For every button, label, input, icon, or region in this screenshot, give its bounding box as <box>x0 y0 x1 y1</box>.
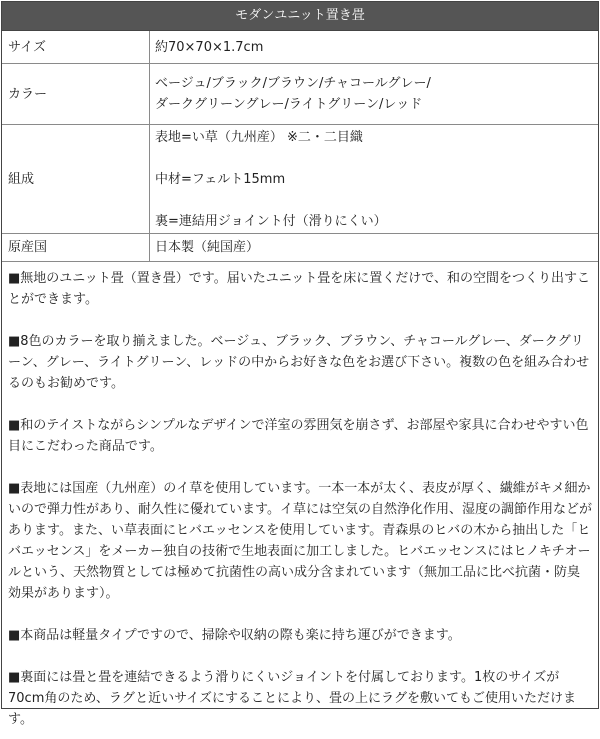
spec-row-color <box>2 64 598 125</box>
spec-row-composition <box>2 125 598 234</box>
composition-line: 裏=連結用ジョイント付（滑りにくい） <box>155 213 387 229</box>
spec-value: 日本製（純国産） <box>150 234 599 262</box>
spec-label: サイズ <box>2 31 150 64</box>
color-line: ベージュ/ブラック/ブラウン/チャコールグレー/ <box>155 76 431 91</box>
description-paragraph: ■本商品は軽量タイプですので、掃除や収納の際も楽に持ち運びができます。 <box>8 628 461 643</box>
description-paragraph: ■無地のユニット畳（置き畳）です。届いたユニット畳を床に置くだけで、和の空間をつくり出すことができます。 <box>8 271 590 307</box>
description-paragraph: ■表地には国産（九州産）のイ草を使用しています。一本一本が太く、表皮が厚く、繊維がキメ細かいので弾力性があり、耐久性に優れています。イ草には空気の自然浄化作用、湿度の調節作用などがあります。また、い草表面にヒバエッセンスを使用しています。青森県のヒバの木から抽出した「ヒバエッセンス」をメーカー独自の技術で生地表面に加工しました。ヒバエッセンスにはヒノキチオールという、天然物質としては極めて抗菌性の高い成分含まれています（無加工品に比べ抗菌・防臭効果があります）。 <box>8 481 592 601</box>
spec-label: 組成 <box>2 125 150 234</box>
product-info-panel <box>1 1 599 727</box>
panel-title: モダンユニット置き畳 <box>2 2 598 31</box>
color-line: ダークグリーングレー/ライトグリーン/レッド <box>155 97 423 112</box>
spec-row-size <box>2 31 598 64</box>
spec-value: 約70×70×1.7cm <box>150 31 599 64</box>
spec-value <box>150 125 599 234</box>
spec-table <box>2 31 598 262</box>
description <box>2 262 598 730</box>
composition-line: 中材=フェルト15mm <box>155 171 286 187</box>
spec-row-origin <box>2 234 598 262</box>
composition-line: 表地=い草（九州産） ※二・二目織 <box>155 129 363 145</box>
spec-label: カラー <box>2 64 150 125</box>
description-paragraph: ■8色のカラーを取り揃えました。ベージュ、ブラック、ブラウン、チャコールグレー、ダークグリーン、グレー、ライトグリーン、レッドの中からお好きな色をお選び下さい。複数の色を組み合わせるのもお勧めです。 <box>8 334 590 391</box>
spec-label: 原産国 <box>2 234 150 262</box>
spec-value <box>150 64 599 125</box>
description-paragraph: ■裏面には畳と畳を連結できるよう滑りにくいジョイントを付属しております。1枚のサイズが70cm角のため、ラグと近いサイズにすることにより、畳の上にラグを敷いてもご使用いただけます。 <box>8 670 577 727</box>
description-paragraph: ■和のテイストながらシンプルなデザインで洋室の雰囲気を崩さず、お部屋や家具に合わせやすい色目にこだわった商品です。 <box>8 418 589 454</box>
